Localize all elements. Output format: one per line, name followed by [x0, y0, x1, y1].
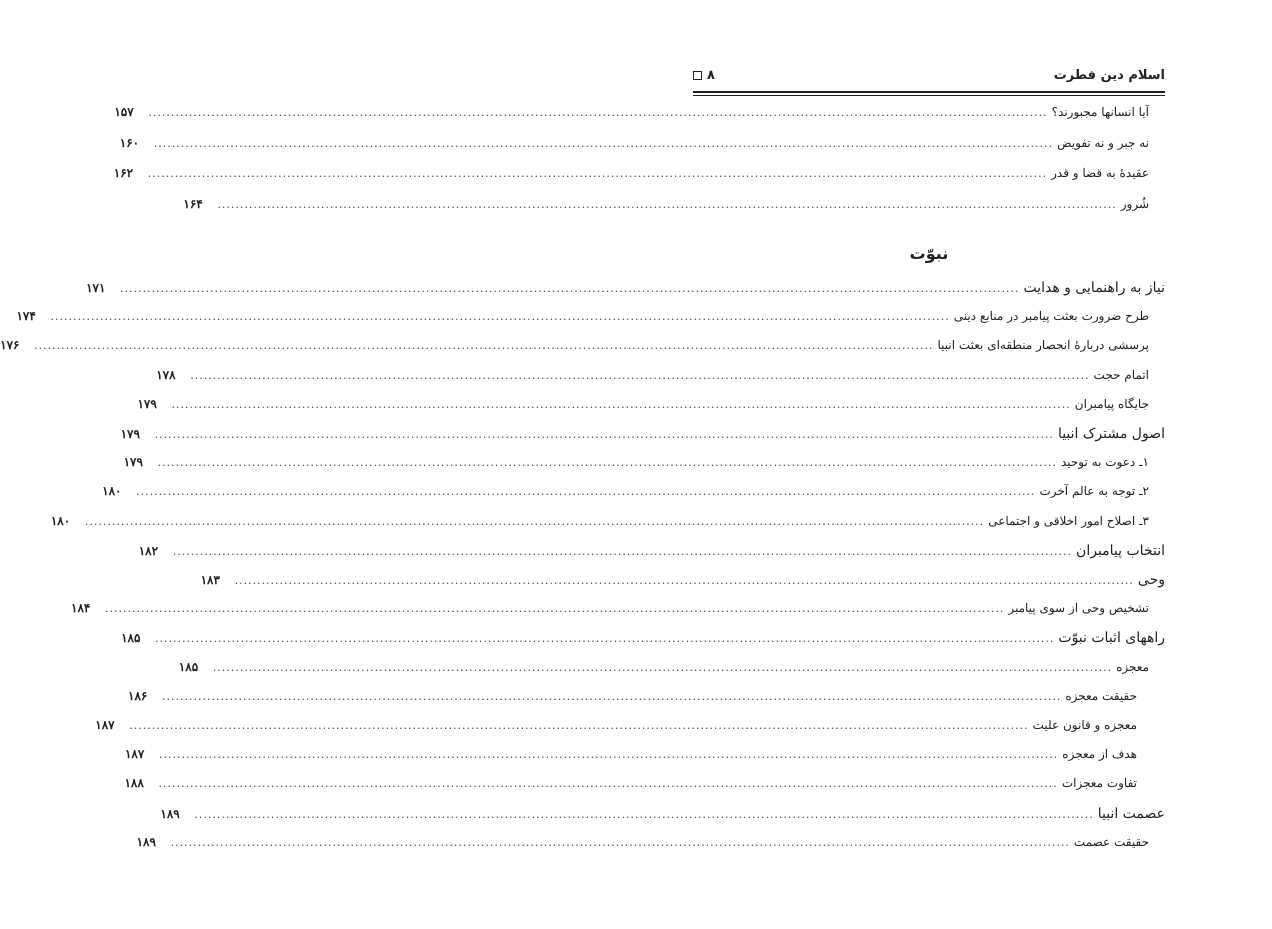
toc-entry-title: معجزه	[1116, 659, 1149, 674]
toc-dot-leader: ........................................................................................................................................................................................................	[84, 514, 985, 528]
toc-dot-leader: ........................................................................................................................................................................................................	[172, 544, 1073, 558]
toc-entry-title: تفاوت معجزات	[1061, 776, 1137, 791]
toc-entry-title: ۱ـ دعوت به توحید	[1060, 455, 1149, 470]
toc-entry-title: وحی	[1137, 572, 1165, 588]
toc-entry	[156, 367, 1165, 394]
toc-entry-page: ۱۸۷	[124, 747, 145, 762]
toc-entry-title: ۲ـ توجه به عالم آخرت	[1039, 484, 1149, 499]
toc-entry	[200, 572, 1165, 598]
toc-entry-page: ۱۷۸	[156, 367, 176, 382]
toc-entry-title: اصول مشترک انبیا	[1057, 426, 1165, 442]
toc-entry-page: ۱۷۹	[123, 455, 143, 470]
toc-entry	[113, 166, 1165, 192]
toc-entry-title: تشخیص وحی از سوی پیامبر	[1008, 601, 1149, 616]
toc-entry-title: ۳ـ اصلاح امور اخلاقی و اجتماعی	[988, 513, 1149, 528]
toc-entry-title: نه جبر و نه تفویض	[1057, 135, 1149, 150]
toc-dot-leader: ........................................................................................................................................................................................................	[158, 748, 1059, 762]
toc-entry	[124, 776, 1165, 802]
toc-dot-leader: ........................................................................................................................................................................................................	[154, 428, 1054, 441]
toc-entry-title: راههای اثبات نبوّت	[1058, 630, 1165, 647]
toc-entry-title: نیاز به راهنمایی و هدایت	[1023, 280, 1165, 296]
toc-dot-leader: ........................................................................................................................................................................................................	[162, 689, 1062, 703]
toc-entry-page: ۱۸۵	[178, 659, 199, 674]
toc-entry	[123, 455, 1165, 481]
toc-dot-leader: ........................................................................................................................................................................................................	[120, 282, 1020, 295]
book-title: اسلام دین فطرت	[1053, 67, 1165, 83]
toc-entry	[121, 630, 1165, 656]
toc-entry	[138, 542, 1165, 569]
toc-dot-leader: ........................................................................................................................................................................................................	[34, 339, 934, 353]
square-icon	[693, 71, 702, 80]
toc-dot-leader: ........................................................................................................................................................................................................	[153, 136, 1054, 150]
toc-dot-leader: ........................................................................................................................................................................................................	[148, 106, 1048, 119]
toc-entry	[86, 280, 1165, 306]
toc-entry	[128, 688, 1165, 715]
toc-entry-title: عصمت انبیا	[1097, 805, 1165, 822]
toc-entry	[95, 718, 1165, 744]
toc-entry-page: ۱۷۹	[137, 396, 157, 411]
toc-entry-title: عقیدۀ به قضا و قدر	[1051, 166, 1149, 180]
toc-entry-page: ۱۸۴	[71, 601, 91, 616]
toc-entry-title: حقیقت عصمت	[1073, 834, 1149, 849]
toc-entry-page: ۱۶۰	[119, 135, 140, 150]
toc-dot-leader: ........................................................................................................................................................................................................	[171, 397, 1071, 411]
toc-entry-page: ۱۸۲	[138, 543, 159, 558]
toc-entry-page: ۱۸۹	[136, 834, 156, 849]
toc-entry-title: انتخاب پیامبران	[1076, 542, 1165, 559]
toc-entry	[102, 484, 1165, 510]
toc-entry-title: حقیقت معجزه	[1065, 688, 1137, 703]
toc-entry-title: طرح ضرورت بعثت پیامبر در منابع دینی	[953, 309, 1149, 324]
toc-entry-page: ۱۸۶	[128, 688, 148, 703]
toc-dot-leader: ........................................................................................................................................................................................................	[136, 485, 1036, 499]
toc-entry-title: هدف از معجزه	[1062, 747, 1137, 762]
toc-entry	[50, 513, 1165, 540]
toc-dot-leader: ........................................................................................................................................................................................................	[158, 777, 1058, 791]
toc-dot-leader: ........................................................................................................................................................................................................	[155, 632, 1055, 646]
toc-entry-page: ۱۸۵	[121, 631, 141, 646]
toc-entry-title: جایگاه پیامبران	[1074, 396, 1149, 411]
toc-entry-title: پرسشی دربارۀ انحصار منطقه‌ای بعثت انبیا	[937, 338, 1149, 353]
toc-entry-title: معجزه و قانون علیت	[1032, 718, 1137, 732]
toc-entry	[178, 659, 1165, 686]
toc-entry	[137, 396, 1165, 423]
page-number: ۸	[707, 67, 715, 83]
toc-dot-leader: ........................................................................................................................................................................................................	[234, 574, 1134, 587]
page-header	[693, 64, 1165, 86]
toc-entry	[114, 105, 1165, 131]
toc-entry-page: ۱۶۴	[183, 196, 203, 211]
toc-entry-title: اتمام حجت	[1093, 367, 1149, 382]
toc-entry-page: ۱۷۶	[0, 338, 20, 353]
toc-entry-title: شُرور	[1120, 196, 1149, 211]
toc-entry	[183, 196, 1165, 223]
toc-entry-page: ۱۶۲	[113, 166, 134, 180]
toc-entry-page: ۱۸۷	[95, 718, 115, 732]
toc-entry-page: ۱۸۳	[200, 573, 220, 587]
page-number-group	[693, 68, 715, 83]
toc-dot-leader: ........................................................................................................................................................................................................	[147, 167, 1048, 180]
toc-dot-leader: ........................................................................................................................................................................................................	[105, 602, 1005, 616]
toc-entry-page: ۱۸۸	[124, 776, 144, 791]
toc-entry	[124, 747, 1165, 773]
toc-dot-leader: ........................................................................................................................................................................................................	[129, 719, 1029, 732]
toc-entry-page: ۱۸۹	[160, 806, 180, 821]
toc-entry-page: ۱۵۷	[114, 105, 134, 119]
toc-entry	[120, 426, 1165, 452]
toc-entry-page: ۱۷۱	[86, 281, 106, 295]
toc-entry-page: ۱۷۴	[16, 309, 36, 324]
toc-entry-page: ۱۸۰	[102, 484, 122, 499]
toc-dot-leader: ........................................................................................................................................................................................................	[194, 807, 1094, 821]
toc-entry	[0, 338, 1165, 364]
toc-entry	[136, 834, 1165, 861]
header-rule-thin	[693, 95, 1165, 96]
header-rule-thick	[693, 91, 1165, 93]
toc-entry	[16, 309, 1165, 335]
toc-entry	[160, 805, 1165, 832]
toc-dot-leader: ........................................................................................................................................................................................................	[157, 456, 1057, 470]
toc-entry	[119, 135, 1165, 162]
section-title: نبوّت	[909, 244, 949, 263]
toc-dot-leader: ........................................................................................................................................................................................................	[212, 660, 1113, 674]
toc-dot-leader: ........................................................................................................................................................................................................	[217, 197, 1117, 211]
toc-entry-page: ۱۸۰	[50, 513, 71, 528]
toc-entry-title: آیا انسانها مجبورند؟	[1051, 105, 1149, 119]
toc-dot-leader: ........................................................................................................................................................................................................	[170, 835, 1070, 849]
toc-dot-leader: ........................................................................................................................................................................................................	[190, 368, 1090, 382]
toc-entry-page: ۱۷۹	[120, 427, 140, 441]
toc-entry	[71, 601, 1165, 627]
toc-dot-leader: ........................................................................................................................................................................................................	[50, 310, 950, 324]
